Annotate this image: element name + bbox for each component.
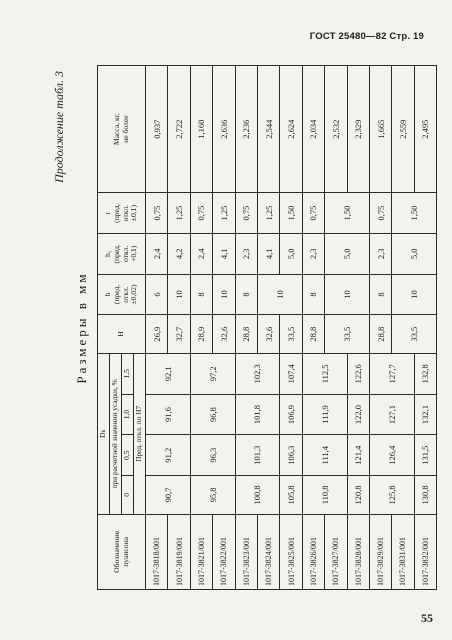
- d10-cell: 122,0: [347, 394, 369, 435]
- d05-cell: 131,5: [414, 435, 436, 476]
- col-s05: 0,5: [122, 435, 134, 476]
- r-cell: 1,25: [213, 193, 235, 234]
- h-l3: откл.: [120, 286, 130, 303]
- rotated-table-page: [52, 65, 431, 590]
- code-cell: 1017-3832/001: [414, 514, 436, 589]
- H-cell: 28,8: [235, 315, 257, 354]
- h-cell: 8: [190, 274, 212, 315]
- table-subtitle: Размеры в мм: [74, 271, 89, 384]
- h-cell: 8: [369, 274, 391, 315]
- page-number: 55: [421, 611, 433, 625]
- r-cell: 1,25: [257, 193, 279, 234]
- d15-cell: 132,8: [414, 353, 436, 394]
- H-cell: 33,5: [392, 315, 437, 354]
- h1-l2: (пред.: [111, 244, 121, 264]
- h1-l1: h₁: [103, 250, 113, 258]
- H-cell: 33,5: [280, 315, 302, 354]
- h1-cell: 4,2: [168, 233, 190, 274]
- h-cell: 10: [168, 274, 190, 315]
- h-cell: 8: [235, 274, 257, 315]
- code-cell: 1017-3829/001: [369, 514, 391, 589]
- r-l4: ±0,1): [129, 205, 139, 222]
- mass-cell: 2,624: [280, 66, 302, 193]
- table-caption: Продолжение табл. 3: [52, 71, 66, 183]
- d15-cell: 112,5: [302, 353, 347, 394]
- d0-cell: 125,8: [369, 476, 414, 515]
- mass-cell: 0,937: [146, 66, 168, 193]
- table-row: [235, 66, 257, 590]
- H-cell: 28,8: [302, 315, 324, 354]
- h1-cell: 2,4: [190, 233, 212, 274]
- d15-cell: 92,1: [146, 353, 191, 394]
- designation-line2: пуансона: [120, 536, 130, 567]
- h1-cell: 2,3: [302, 233, 324, 274]
- designation-line1: Обозначение: [111, 530, 121, 573]
- r-cell: 1,50: [280, 193, 302, 234]
- mass-l1: Масса, кг,: [111, 113, 121, 146]
- mass-cell: 2,722: [168, 66, 190, 193]
- table-row: [146, 66, 168, 590]
- h1-l3: откл.: [120, 245, 130, 262]
- h-l4: ±0,02): [129, 284, 139, 305]
- code-cell: 1017-3818/001: [146, 514, 168, 589]
- table-row: [302, 66, 324, 590]
- d05-cell: 96,3: [190, 435, 235, 476]
- r-l2: (пред.: [111, 203, 121, 223]
- mass-cell: 2,559: [392, 66, 414, 193]
- H-cell: 32,7: [168, 315, 190, 354]
- table-body: [146, 66, 437, 590]
- table-row: [280, 66, 302, 590]
- d05-cell: 121,4: [347, 435, 369, 476]
- h1-l4: +0,1): [129, 245, 139, 262]
- code-cell: 1017-3823/001: [235, 514, 257, 589]
- col-shrink-group: при расчетной значении усадки, %: [110, 353, 122, 514]
- h-cell: 10: [213, 274, 235, 315]
- mass-cell: 2,236: [235, 66, 257, 193]
- col-h1: [98, 233, 146, 274]
- r-cell: 0,75: [235, 193, 257, 234]
- col-s15: 1,5: [122, 353, 134, 394]
- h-cell: 10: [257, 274, 302, 315]
- d15-cell: 102,3: [235, 353, 280, 394]
- h-cell: 10: [325, 274, 370, 315]
- r-l3: откл.: [120, 204, 130, 222]
- r-cell: 1,25: [168, 193, 190, 234]
- h1-cell: 4,1: [257, 233, 279, 274]
- code-cell: 1017-3827/001: [325, 514, 347, 589]
- d0-cell: 130,8: [414, 476, 436, 515]
- mass-cell: 1,160: [190, 66, 212, 193]
- d05-cell: 91,2: [146, 435, 191, 476]
- d10-cell: 111,9: [302, 394, 347, 435]
- h1-cell: 2,3: [369, 233, 391, 274]
- col-mass: [98, 66, 146, 193]
- d10-cell: 106,9: [280, 394, 302, 435]
- r-cell: 1,50: [392, 193, 437, 234]
- d10-cell: 132,1: [414, 394, 436, 435]
- H-cell: 28,9: [190, 315, 212, 354]
- mass-cell: 1,665: [369, 66, 391, 193]
- table-row: [369, 66, 391, 590]
- mass-cell: 2,329: [347, 66, 369, 193]
- h1-cell: 2,3: [235, 233, 257, 274]
- col-s10: 1,0: [122, 394, 134, 435]
- h1-cell: 4,1: [213, 233, 235, 274]
- d10-cell: 91,6: [146, 394, 191, 435]
- H-cell: 32,6: [213, 315, 235, 354]
- H-cell: 26,9: [146, 315, 168, 354]
- d0-cell: 105,8: [280, 476, 302, 515]
- d10-cell: 127,1: [369, 394, 414, 435]
- d15-cell: 122,6: [347, 353, 369, 394]
- mass-cell: 2,034: [302, 66, 324, 193]
- d15-cell: 127,7: [369, 353, 414, 394]
- mass-cell: 2,532: [325, 66, 347, 193]
- h1-cell: 2,4: [146, 233, 168, 274]
- col-h: [98, 274, 146, 315]
- mass-cell: 2,544: [257, 66, 279, 193]
- h-cell: 6: [146, 274, 168, 315]
- code-cell: 1017-3831/001: [392, 514, 414, 589]
- h-cell: 10: [392, 274, 437, 315]
- d10-cell: 101,8: [235, 394, 280, 435]
- H-cell: 32,6: [257, 315, 279, 354]
- col-tolerance: Пред. откл. по H7: [134, 353, 146, 514]
- d15-cell: 97,2: [190, 353, 235, 394]
- col-designation: [98, 514, 146, 589]
- code-cell: 1017-3825/001: [280, 514, 302, 589]
- col-dk: Dₖ: [98, 353, 110, 514]
- code-cell: 1017-3828/001: [347, 514, 369, 589]
- d10-cell: 96,8: [190, 394, 235, 435]
- h-cell: 8: [302, 274, 324, 315]
- mass-cell: 2,636: [213, 66, 235, 193]
- H-cell: 28,8: [369, 315, 391, 354]
- r-l1: r: [103, 211, 113, 215]
- d0-cell: 90,7: [146, 476, 191, 515]
- H-cell: 33,5: [325, 315, 370, 354]
- d0-cell: 120,8: [347, 476, 369, 515]
- col-r: [98, 193, 146, 234]
- col-s0: 0: [122, 476, 134, 515]
- d05-cell: 111,4: [302, 435, 347, 476]
- code-cell: 1017-3819/001: [168, 514, 190, 589]
- r-cell: 0,75: [146, 193, 168, 234]
- d0-cell: 100,8: [235, 476, 280, 515]
- d05-cell: 126,4: [369, 435, 414, 476]
- r-cell: 0,75: [302, 193, 324, 234]
- h1-cell: 5,0: [280, 233, 302, 274]
- table-row: [190, 66, 212, 590]
- d05-cell: 101,3: [235, 435, 280, 476]
- h-l1: h: [103, 292, 113, 297]
- h1-cell: 5,0: [325, 233, 370, 274]
- page-header: ГОСТ 25480—82 Стр. 19: [309, 31, 424, 42]
- mass-cell: 2,495: [414, 66, 436, 193]
- mass-l2: не более: [120, 115, 130, 143]
- col-H: H: [98, 315, 146, 354]
- code-cell: 1017-3822/001: [213, 514, 235, 589]
- code-cell: 1017-3824/001: [257, 514, 279, 589]
- h-l2: (пред.: [111, 284, 121, 305]
- r-cell: 1,50: [325, 193, 370, 234]
- d15-cell: 107,4: [280, 353, 302, 394]
- dimensions-table: [97, 65, 437, 590]
- code-cell: 1017-3821/001: [190, 514, 212, 589]
- r-cell: 0,75: [190, 193, 212, 234]
- h1-cell: 5,0: [392, 233, 437, 274]
- code-cell: 1017-3826/001: [302, 514, 324, 589]
- d0-cell: 95,8: [190, 476, 235, 515]
- d05-cell: 106,3: [280, 435, 302, 476]
- r-cell: 0,75: [369, 193, 391, 234]
- d0-cell: 110,8: [302, 476, 347, 515]
